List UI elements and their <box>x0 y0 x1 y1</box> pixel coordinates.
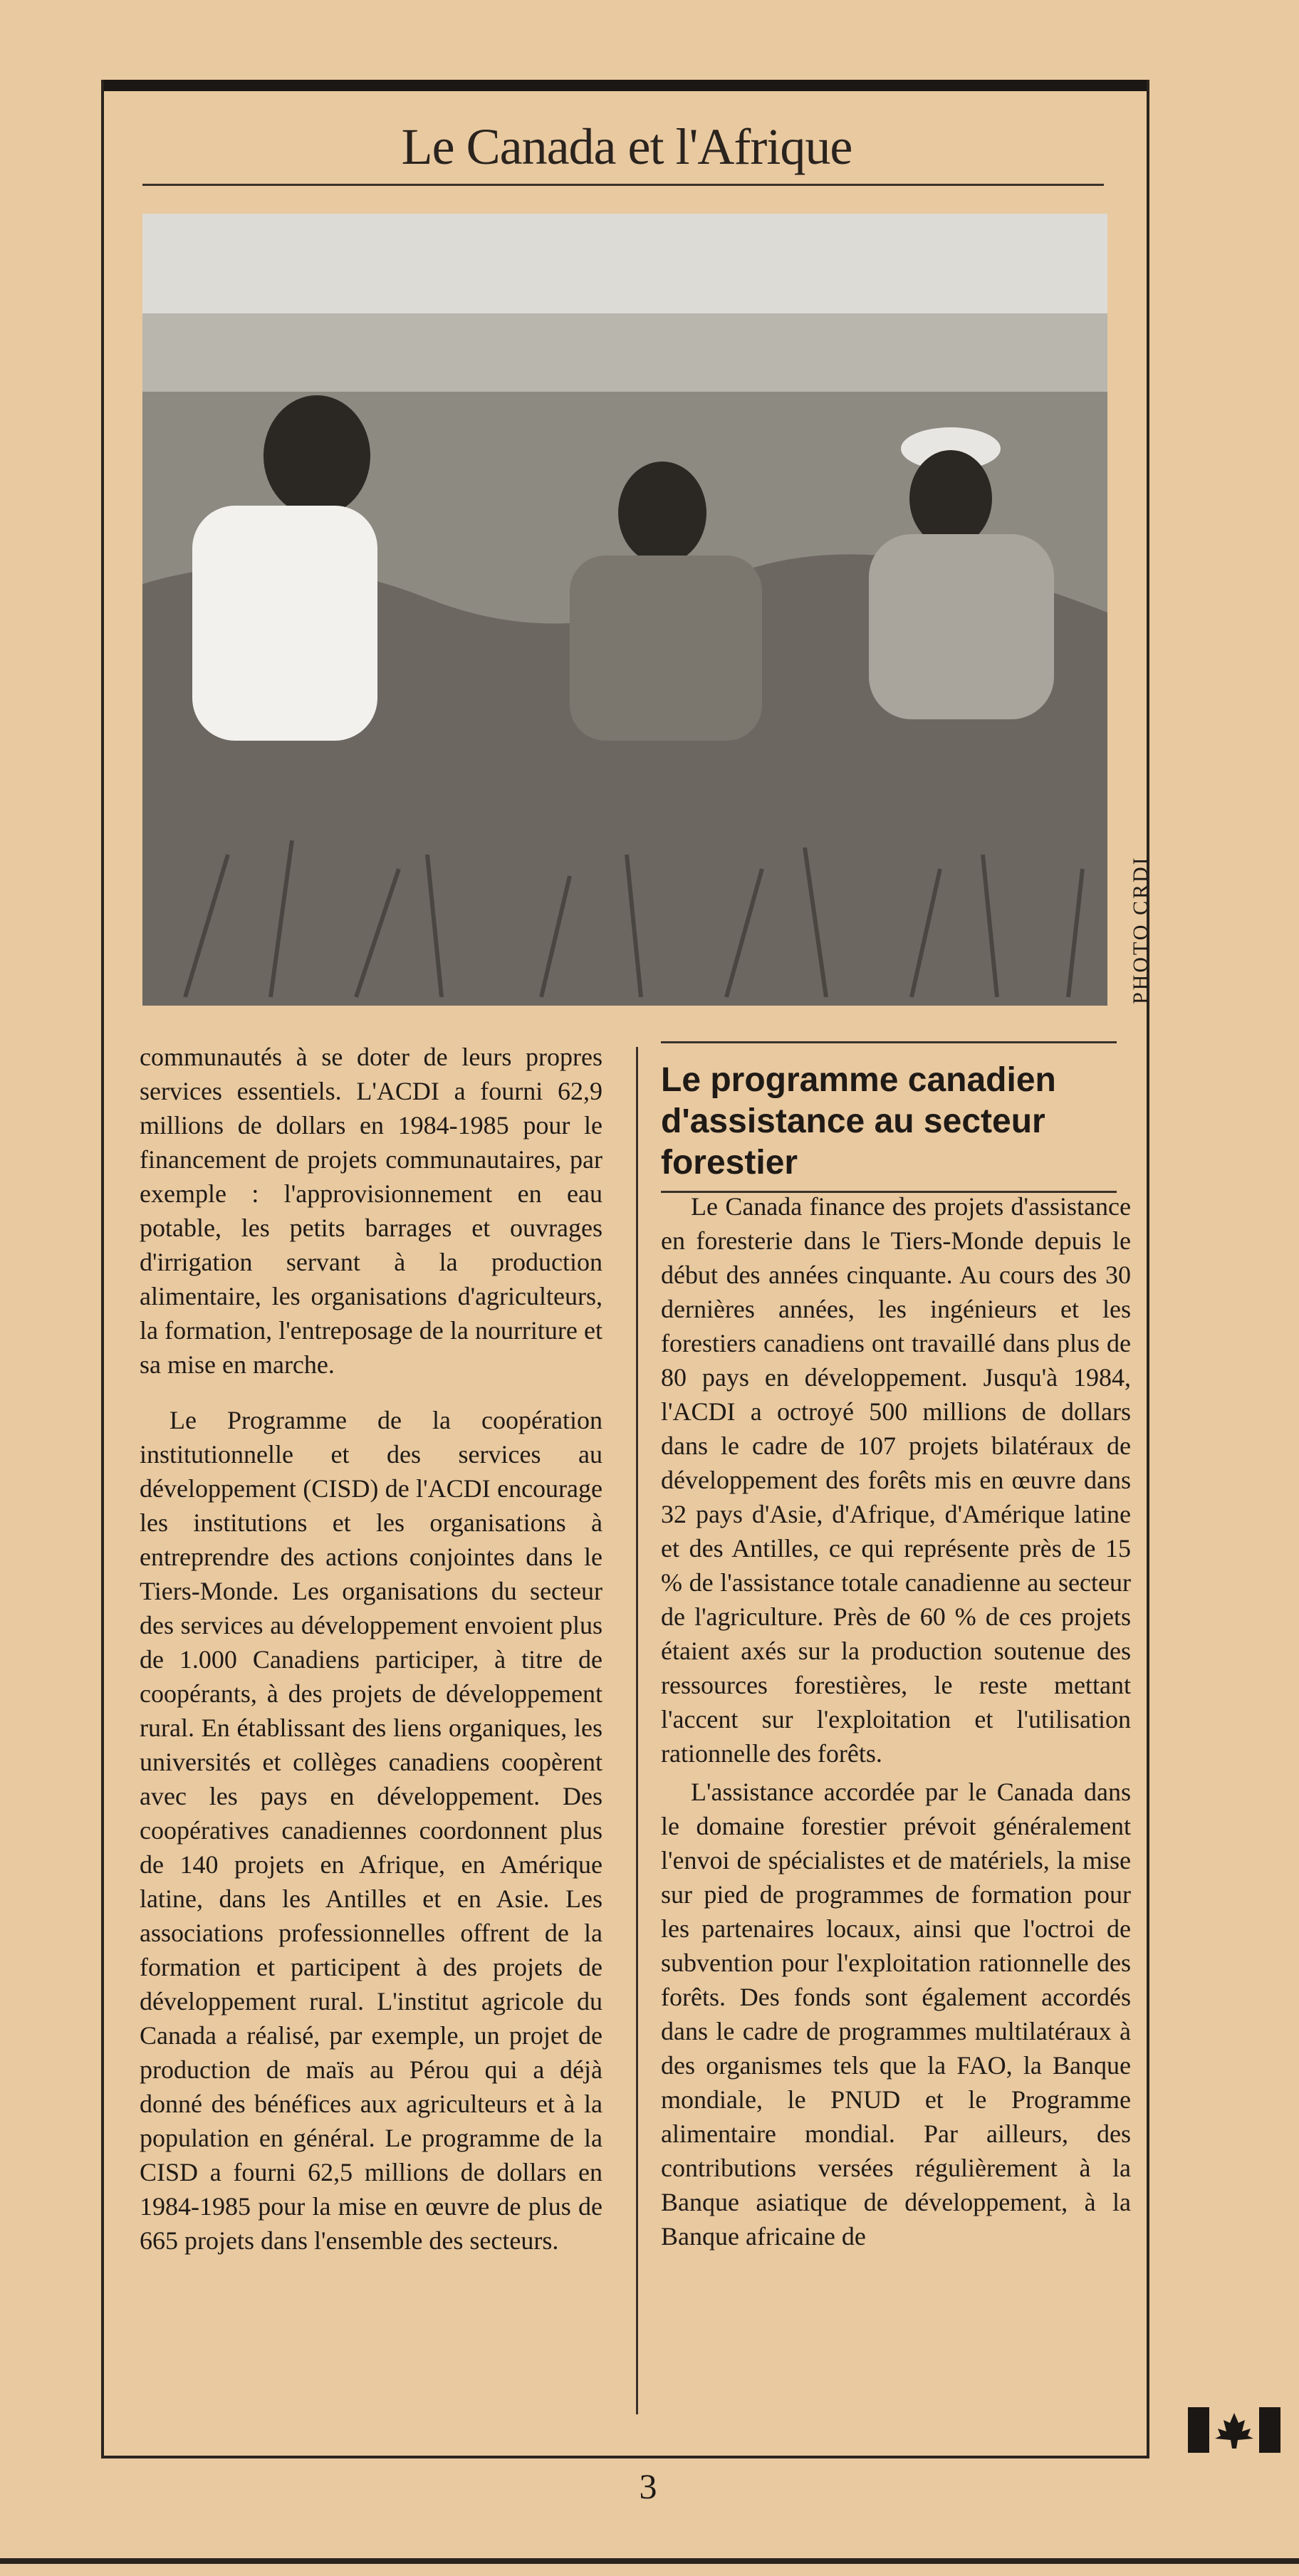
paragraph: L'assistance accordée par le Canada dans le domaine forestier prévoit généralement l'envoi de spécialistes et de matériels, la mise sur pied de programmes de formation pour les partenaires locaux, ainsi que l'octroi de subvention pour l'exploitation rationnelle des forêts. Des fonds sont également accordés dans le cadre de programmes multilatéraux à des organismes tels que la FAO, la Banque mondiale, le PNUD et le Programme alimentaire mondial. Par ailleurs, des contributions versées régulièrement à la Banque asiatique de développement, à la Banque africaine de <box>661 1778 1131 2251</box>
left-column <box>140 1040 602 2279</box>
canada-wordmark-icon <box>1188 2407 1280 2453</box>
page-title: Le Canada et l'Afrique <box>401 118 852 175</box>
bottom-rule <box>0 2558 1299 2564</box>
right-column <box>661 1189 1131 2258</box>
header-rule <box>142 184 1104 186</box>
photo-illustration <box>142 214 1107 1006</box>
photo-credit: PHOTO CRDI <box>1129 855 1152 1004</box>
paragraph: communautés à se doter de leurs propres services essentiels. L'ACDI a fourni 62,9 millions de dollars en 1984-1985 pour le financement de projets communautaires, par exemple : l'approvisionnement en eau potable, les petits barrages et ouvrages d'irrigation servant à la production alimentaire, les organisations d'agriculteurs, la formation, l'entreposage de la nourriture et sa mise en marche. <box>140 1043 602 1379</box>
paragraph: Le Canada finance des projets d'assistance en foresterie dans le Tiers-Monde depuis le début des années cinquante. Au cours des 30 dernières années, les ingénieurs et les forestiers canadiens ont travaillé dans plus de 80 pays en développement. Jusqu'à 1984, l'ACDI a octroyé 500 millions de dollars dans le cadre de 107 projets bilatéraux de développement des forêts mis en œuvre dans 32 pays d'Asie, d'Afrique, d'Amérique latine et des Antilles, ce qui représente près de 15 % de l'assistance totale canadienne au secteur de l'agriculture. Près de 60 % de ces projets étaient axés sur la production soutenue des ressources forestières, le reste mettant l'accent sur l'exploitation et l'utilisation rationnelle des forêts. <box>661 1192 1131 1768</box>
section-heading: Le programme canadien d'assistance au secteur forestier <box>661 1061 1056 1182</box>
field-photo <box>142 214 1107 1006</box>
section-top-rule <box>661 1041 1117 1043</box>
page-number: 3 <box>639 2466 657 2506</box>
paragraph: Le Programme de la coopération institutionnelle et des services au développement (CISD) de l'ACDI encourage les institutions et les organisations à entreprendre des actions conjointes dans le Tiers-Monde. Les organisations du secteur des services au développement envoient plus de 1.000 Canadiens participer, à titre de coopérants, à des projets de développement rural. En établissant des liens organiques, les universités et collèges canadiens coopèrent avec les pays en développement. Des coopératives canadiennes coordonnent plus de 140 projets en Afrique, en Amérique latine, dans les Antilles et en Asie. Les associations professionnelles offrent de la formation et participent à des projets de développement rural. L'institut agricole du Canada a réalisé, par exemple, un projet de production de maïs au Pérou qui a déjà donné des bénéfices aux agriculteurs et à la population en général. Le programme de la CISD a fourni 62,5 millions de dollars en 1984-1985 pour la mise en œuvre de plus de 665 projets dans l'ensemble des secteurs. <box>140 1406 602 2255</box>
column-divider <box>636 1047 638 2414</box>
